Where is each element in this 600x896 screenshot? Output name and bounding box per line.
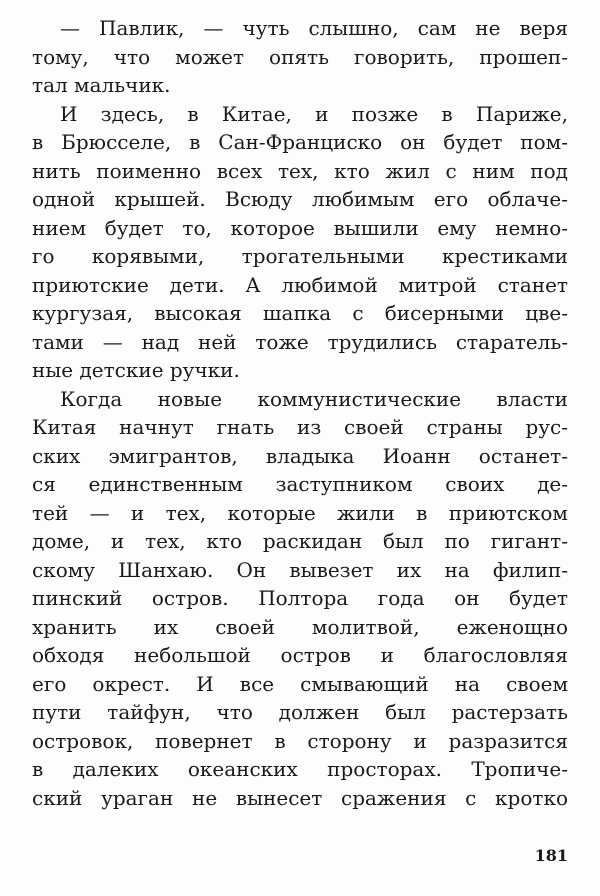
text-line: в далеких океанских просторах. Тропиче- [32, 757, 568, 781]
text-line: пути тайфун, что должен был растерзать [32, 700, 568, 724]
text-line: — Павлик, — чуть слышно, сам не веря [60, 16, 568, 40]
text-line: ные детские ручки. [32, 358, 240, 382]
text-line: островок, повернет в сторону и разразится [32, 728, 568, 753]
text-line: кургузая, высокая шапка с бисерными цве- [32, 301, 568, 325]
text-line: нить поименно всех тех, кто жил с ним под [32, 158, 568, 183]
text-line: приютские дети. А любимой митрой станет [32, 272, 568, 297]
text-line: хранить их своей молитвой, еженощно [32, 614, 568, 639]
text-line: Китая начнут гнать из своей страны рус- [32, 415, 568, 439]
text-line: обходя небольшой остров и благословляя [32, 643, 568, 667]
text-line: И здесь, в Китае, и позже в Париже, [60, 101, 568, 126]
text-line: ся единственным заступником своих де- [32, 472, 568, 496]
text-line: нием будет то, которое вышили ему немно- [32, 215, 568, 240]
text-line: Когда новые коммунистические власти [60, 386, 568, 411]
text-line: тей — и тех, которые жили в приютском [32, 500, 568, 525]
text-line: тами — над ней тоже трудились старатель- [32, 329, 568, 354]
text-line: его окрест. И все смывающий на своем [32, 671, 568, 696]
text-line: в Брюсселе, в Сан-Франциско он будет пом- [32, 130, 568, 154]
page-number: 181 [534, 846, 568, 865]
text-line: скому Шанхаю. Он вывезет их на филип- [32, 557, 568, 582]
text-line: одной крышей. Всюду любимым его облаче- [32, 187, 568, 211]
text-line: пинский остров. Полтора года он будет [32, 586, 568, 610]
text-line: го корявыми, трогательными крестиками [32, 244, 568, 268]
text-line: доме, и тех, кто раскидан был по гигант- [32, 529, 568, 553]
text-line: тал мальчик. [32, 73, 171, 97]
text-line: ский ураган не вынесет сражения с кротко [32, 785, 568, 810]
body-text [32, 14, 568, 812]
text-line: тому, что может опять говорить, прошеп- [32, 44, 568, 69]
text-line: ских эмигрантов, владыка Иоанн останет- [32, 443, 568, 468]
